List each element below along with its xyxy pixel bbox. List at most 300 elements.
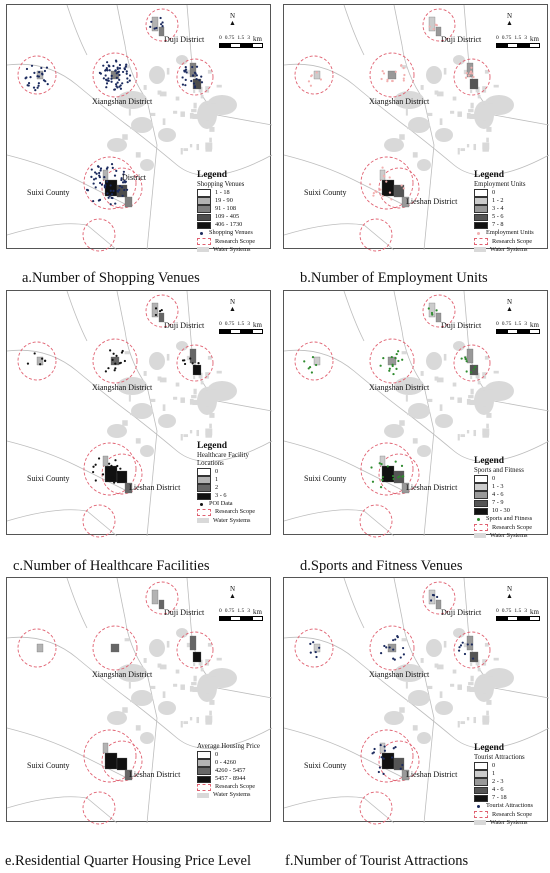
poi-point [98, 457, 100, 459]
north-label: N [506, 585, 512, 593]
district-unit [467, 349, 473, 363]
water-system [149, 639, 165, 657]
panel-caption: b.Number of Employment Units [300, 270, 488, 286]
legend-class-label: 7 - 8 [492, 221, 504, 229]
poi-point [99, 72, 101, 74]
poi-point [200, 76, 202, 78]
water-system [440, 404, 443, 411]
legend-class-row [474, 770, 533, 778]
water-system [484, 668, 514, 688]
place-label-duji: Duji District [441, 608, 482, 617]
poi-point [120, 362, 122, 364]
water-system [485, 679, 491, 684]
poi-point [106, 61, 108, 63]
poi-point [193, 82, 195, 84]
poi-point [126, 189, 128, 191]
poi-point [318, 647, 320, 649]
legend-swatch [197, 197, 211, 205]
legend-point-row [474, 802, 533, 810]
water-system [457, 397, 462, 402]
poi-point [397, 636, 399, 638]
scale-segment [252, 616, 263, 621]
poi-point [380, 744, 382, 746]
poi-point [391, 756, 393, 758]
poi-point [394, 357, 396, 359]
scale-ticks [219, 608, 263, 616]
poi-point [98, 172, 100, 174]
poi-point [106, 82, 108, 84]
poi-point [392, 648, 394, 650]
legend-class-row [197, 759, 260, 767]
legend-class-label: 5 - 6 [492, 213, 504, 221]
water-system [470, 389, 473, 395]
poi-point [387, 465, 389, 467]
poi-point [385, 180, 387, 182]
poi-point [312, 356, 314, 358]
poi-point [105, 370, 107, 372]
water-system [205, 143, 212, 150]
district-unit [470, 652, 478, 662]
scale-tick: 3 [247, 321, 250, 327]
poi-point [194, 86, 196, 88]
poi-point [386, 79, 388, 81]
poi-point [315, 651, 317, 653]
scale-tick: 3 [524, 35, 527, 41]
scale-unit: km [530, 608, 539, 616]
scale-tick: 3 [247, 35, 250, 41]
scale-unit: km [253, 608, 262, 616]
poi-point [40, 67, 42, 69]
poi-point [470, 67, 472, 69]
poi-point [95, 186, 97, 188]
district-unit [467, 636, 473, 650]
water-system [408, 403, 430, 419]
water-system [193, 687, 198, 692]
water-system [484, 381, 514, 401]
legend-scope-swatch [197, 784, 211, 792]
poi-point [394, 638, 396, 640]
legend-water-row [197, 517, 270, 525]
water-system [144, 85, 147, 90]
north-arrow-icon: ▲ [229, 19, 236, 27]
water-system [144, 658, 147, 663]
poi-point [392, 478, 394, 480]
water-system [205, 674, 208, 678]
scale-tick: 1.5 [514, 35, 522, 41]
water-system [191, 682, 196, 685]
water-system [482, 674, 485, 678]
district-unit [105, 753, 117, 769]
water-system [485, 70, 489, 74]
boundary-line [7, 224, 117, 250]
legend-swatch [474, 214, 488, 222]
water-system [193, 90, 195, 93]
water-system [467, 144, 469, 147]
water-system [208, 70, 212, 74]
poi-point [458, 646, 460, 648]
poi-point [155, 27, 157, 29]
water-system [183, 148, 188, 151]
legend-class-label: 0 - 4260 [215, 759, 236, 767]
scale-bar [219, 608, 263, 621]
legend-class-row [197, 205, 255, 213]
poi-point [116, 465, 118, 467]
map-legend [197, 743, 260, 800]
poi-point [37, 85, 39, 87]
legend-scope-swatch [474, 811, 488, 819]
water-system [191, 109, 196, 112]
poi-point [390, 198, 392, 200]
poi-point [378, 771, 380, 773]
water-system [460, 148, 465, 151]
scale-tick: 1.5 [514, 608, 522, 614]
legend-class-label: 0 [492, 762, 496, 769]
district-unit [105, 466, 117, 482]
water-system [181, 721, 183, 728]
poi-point [192, 362, 194, 364]
water-system [384, 424, 404, 438]
district-unit [103, 170, 108, 180]
poi-point [100, 167, 102, 169]
scale-tick: 0 [496, 608, 499, 614]
poi-point [38, 71, 40, 73]
water-system [211, 674, 217, 677]
poi-point [103, 176, 105, 178]
poi-point [112, 65, 114, 67]
poi-point [113, 353, 115, 355]
poi-point [108, 80, 110, 82]
water-system [384, 138, 404, 152]
water-system [426, 639, 442, 657]
legend-subtitle: Sports and Fitness [474, 467, 524, 474]
water-system [478, 668, 481, 671]
poi-point [119, 468, 121, 470]
legend-class-row [474, 491, 532, 499]
poi-point [123, 67, 125, 69]
water-system [435, 128, 453, 142]
water-system [421, 658, 424, 663]
water-system [136, 152, 141, 157]
map-legend [474, 170, 534, 254]
poi-point [400, 768, 402, 770]
poi-point [389, 176, 391, 178]
poi-point [401, 465, 403, 467]
legend-point-symbol [200, 232, 203, 235]
scale-tick: 0.75 [224, 608, 235, 614]
legend-water-row [197, 791, 260, 799]
map-panel [6, 577, 271, 822]
poi-point [38, 75, 40, 77]
legend-point-row [197, 229, 255, 237]
scale-bar [219, 321, 263, 334]
poi-point [149, 26, 151, 28]
legend-class-row [197, 221, 255, 229]
water-system [129, 109, 131, 116]
water-system [193, 114, 198, 119]
poi-point [104, 69, 106, 71]
water-system [486, 413, 491, 418]
water-system [207, 381, 237, 401]
poi-point [118, 86, 120, 88]
north-arrow-icon: ▲ [506, 19, 513, 27]
water-system [176, 383, 180, 387]
water-system [217, 371, 222, 374]
place-label-duji: Duji District [164, 321, 205, 330]
poi-point [107, 77, 109, 79]
legend-water-label: Water Systems [490, 818, 528, 826]
scale-ticks [496, 35, 540, 43]
water-system [453, 628, 465, 638]
water-system [131, 117, 153, 133]
scale-unit: km [530, 35, 539, 43]
poi-point [106, 192, 108, 194]
legend-class-label: 1 - 3 [492, 483, 504, 491]
district-unit [467, 63, 473, 77]
district-unit [429, 590, 435, 604]
panel-caption: a.Number of Shopping Venues [22, 270, 200, 286]
water-system [453, 341, 465, 351]
poi-point [37, 87, 39, 89]
water-system [129, 682, 131, 689]
poi-point [90, 176, 92, 178]
legend-title: Legend [474, 456, 505, 466]
place-label-xiangshan: Xiangshan District [92, 383, 153, 392]
north-arrow-icon: ▲ [506, 305, 513, 313]
water-system [206, 688, 210, 693]
poi-point [184, 363, 186, 365]
poi-point [34, 89, 36, 91]
scale-segment [507, 329, 518, 334]
water-system [158, 701, 176, 715]
water-system [467, 430, 469, 433]
scale-segment [518, 329, 529, 334]
legend-class-label: 10 - 30 [492, 507, 510, 515]
water-system [470, 103, 473, 109]
poi-point [384, 745, 386, 747]
water-system [482, 101, 485, 105]
poi-point [383, 645, 385, 647]
poi-point [461, 357, 463, 359]
water-system [482, 387, 485, 391]
water-system [176, 341, 188, 351]
scale-unit: km [253, 35, 262, 43]
poi-point [92, 466, 94, 468]
poi-point [118, 79, 120, 81]
water-system [209, 700, 214, 705]
scale-segment [219, 329, 230, 334]
north-label: N [506, 12, 512, 20]
poi-point [190, 80, 192, 82]
legend-point-symbol [200, 503, 203, 506]
poi-point [92, 200, 94, 202]
legend-swatch [474, 508, 488, 516]
legend-water-swatch [197, 793, 209, 799]
legend-subtitle: Shopping Venues [197, 181, 245, 188]
poi-point [112, 167, 114, 169]
boundary-line [284, 510, 394, 536]
poi-point [91, 168, 93, 170]
map-legend [474, 456, 532, 540]
water-system [421, 85, 424, 90]
water-system [181, 148, 183, 155]
panel-caption: f.Number of Tourist Attractions [285, 853, 469, 869]
place-label-xiangshan: Xiangshan District [369, 97, 430, 106]
water-system [468, 109, 473, 112]
water-system [131, 690, 153, 706]
legend-swatch [474, 787, 488, 795]
water-system [107, 138, 127, 152]
water-system [473, 717, 476, 723]
water-system [394, 721, 397, 724]
water-system [413, 152, 418, 157]
legend-water-row [474, 246, 534, 254]
poi-point [125, 66, 127, 68]
poi-point [99, 182, 101, 184]
water-system [457, 684, 462, 689]
water-system [196, 144, 199, 150]
legend-subtitle: Healthcare Facility Locations [197, 452, 249, 467]
poi-point [106, 69, 108, 71]
legend-class-row [474, 499, 532, 507]
poi-point [192, 74, 194, 76]
water-system [206, 401, 210, 406]
district-unit [382, 466, 394, 482]
place-label-xiangshan: Xiangshan District [92, 670, 153, 679]
water-system [494, 371, 499, 374]
poi-point [400, 64, 402, 66]
water-system [181, 434, 183, 441]
poi-point [464, 653, 466, 655]
district-unit [103, 456, 108, 466]
boundary-line [344, 291, 364, 341]
legend-class-label: 5457 - 8944 [215, 775, 246, 783]
legend-point-label: POI Data [209, 500, 233, 508]
poi-point [403, 77, 405, 79]
north-arrow [229, 586, 236, 600]
legend-swatch [197, 222, 211, 230]
place-label-xiangshan: Xiangshan District [369, 670, 430, 679]
poi-point [433, 28, 435, 30]
boundary-line [7, 797, 117, 823]
water-system [485, 392, 491, 397]
water-system [208, 106, 214, 111]
scale-bar-graphic [496, 43, 540, 48]
scale-ticks [496, 321, 540, 329]
legend-subtitle: Tourist Attractions [474, 754, 525, 761]
water-system [107, 711, 127, 725]
district-unit [125, 197, 132, 207]
water-system [427, 113, 432, 116]
water-system [158, 128, 176, 142]
poi-point [110, 203, 112, 205]
poi-point [155, 314, 157, 316]
legend-class-label: 7 - 18 [492, 794, 507, 802]
water-system [149, 352, 165, 370]
legend-scope-label: Research Scope [215, 508, 256, 516]
poi-point [117, 68, 119, 70]
poi-point [31, 65, 33, 67]
poi-point [382, 70, 384, 72]
scale-tick: 0.75 [224, 321, 235, 327]
water-system [494, 658, 499, 661]
district-unit [382, 753, 394, 769]
legend-point-symbol [477, 232, 480, 235]
legend-scope-row [197, 508, 270, 516]
scale-bar [496, 321, 540, 334]
place-label-lieshan: Lieshan District [129, 483, 181, 492]
poi-point [95, 177, 97, 179]
poi-point [395, 71, 397, 73]
legend-scope-label: Research Scope [492, 810, 533, 818]
water-system [427, 399, 432, 402]
poi-point [114, 362, 116, 364]
legend-class-row [474, 786, 533, 794]
map-legend [197, 170, 255, 254]
water-system [193, 676, 196, 682]
legend-title: Legend [197, 441, 228, 451]
water-system [482, 429, 489, 436]
water-system [470, 676, 473, 682]
boundary-line [7, 510, 117, 536]
poi-point [110, 78, 112, 80]
north-arrow [229, 299, 236, 313]
legend-class-label: 0 [215, 468, 219, 475]
poi-point [396, 353, 398, 355]
poi-point [311, 74, 313, 76]
scale-unit: km [253, 321, 262, 329]
water-system [458, 434, 460, 441]
poi-point [465, 358, 467, 360]
scale-tick: 0.75 [501, 321, 512, 327]
poi-point [119, 185, 121, 187]
scale-segment [252, 43, 263, 48]
scale-tick: 1.5 [237, 35, 245, 41]
water-system [483, 401, 487, 406]
poi-point [99, 199, 101, 201]
poi-point [195, 72, 197, 74]
district-unit [394, 185, 404, 197]
legend-class-row [197, 484, 270, 492]
boundary-line [284, 224, 394, 250]
scale-segment [529, 43, 540, 48]
water-system [207, 668, 237, 688]
water-system [158, 377, 162, 381]
scale-ticks [219, 321, 263, 329]
legend-class-row [197, 468, 270, 476]
scale-segment [496, 43, 507, 48]
poi-point [466, 360, 468, 362]
legend-scope-label: Research Scope [492, 237, 533, 245]
poi-point [308, 80, 310, 82]
place-label-suixi: Suixi County [304, 474, 347, 483]
poi-point [395, 460, 397, 462]
legend-point-label: Sports and Fitness [486, 515, 533, 523]
poi-point [110, 465, 112, 467]
poi-point [429, 25, 431, 27]
water-system [140, 159, 154, 171]
poi-point [122, 350, 124, 352]
water-system [163, 404, 166, 411]
legend-swatch [474, 205, 488, 213]
poi-point [401, 184, 403, 186]
legend-point-row [197, 500, 270, 508]
poi-point [310, 85, 312, 87]
poi-point [471, 72, 473, 74]
poi-point [115, 83, 117, 85]
legend-class-label: 3 - 6 [215, 492, 227, 500]
scale-tick: 0 [496, 35, 499, 41]
water-system [193, 663, 195, 666]
